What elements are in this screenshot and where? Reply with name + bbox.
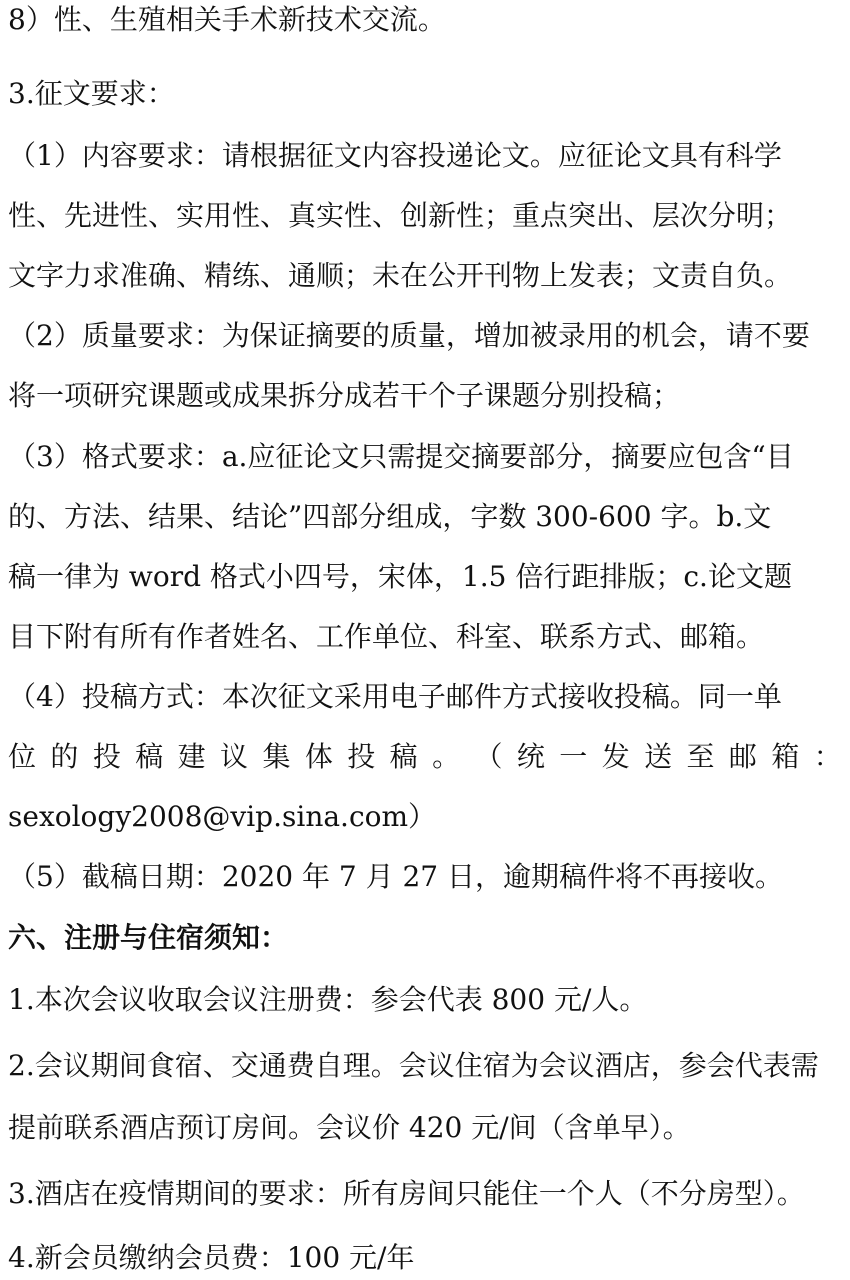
justified-char: 稿 xyxy=(389,740,418,773)
text-line-format-requirement-3: 稿一律为 word 格式小四号，宋体，1.5 倍行距排版；c.论文题 xyxy=(8,560,792,593)
justified-char: 的 xyxy=(50,740,79,773)
text-line-submission-method-2 xyxy=(8,737,842,777)
justified-char: 一 xyxy=(559,740,588,773)
justified-char: 体 xyxy=(304,740,333,773)
justified-char: 稿 xyxy=(135,740,164,773)
justified-char: 。 xyxy=(432,740,461,773)
text-line-quality-requirement-2: 将一项研究课题或成果拆分成若干个子课题分别投稿； xyxy=(8,379,681,412)
justified-char: 送 xyxy=(644,740,673,773)
justified-char: ： xyxy=(813,740,842,773)
text-line-membership-fee: 4.新会员缴纳会员费：100 元/年 xyxy=(8,1241,415,1274)
text-line-content-requirement-1: （1）内容要求：请根据征文内容投递论文。应征论文具有科学 xyxy=(8,139,782,172)
text-line-submission-method-1: （4）投稿方式：本次征文采用电子邮件方式接收投稿。同一单 xyxy=(8,680,782,713)
justified-char: 发 xyxy=(601,740,630,773)
justified-char: 集 xyxy=(262,740,291,773)
text-line-topic-8: 8）性、生殖相关手术新技术交流。 xyxy=(8,3,446,36)
justified-char: 至 xyxy=(686,740,715,773)
text-line-content-requirement-3: 文字力求准确、精练、通顺；未在公开刊物上发表；文责自负。 xyxy=(8,259,793,292)
text-line-accommodation-1: 2.会议期间食宿、交通费自理。会议住宿为会议酒店，参会代表需 xyxy=(8,1049,819,1082)
justified-char: 邮 xyxy=(728,740,757,773)
text-line-content-requirement-2: 性、先进性、实用性、真实性、创新性；重点突出、层次分明； xyxy=(8,199,793,232)
justified-char: 议 xyxy=(220,740,249,773)
text-line-format-requirement-1: （3）格式要求：a.应征论文只需提交摘要部分，摘要应包含“目 xyxy=(8,440,794,473)
text-line-submission-email: sexology2008@vip.sina.com） xyxy=(8,800,437,833)
text-line-section-3-title: 3.征文要求： xyxy=(8,77,175,110)
justified-char: 统 xyxy=(516,740,545,773)
justified-char: 投 xyxy=(92,740,121,773)
justified-char: 投 xyxy=(347,740,376,773)
justified-char: 建 xyxy=(177,740,206,773)
text-line-hotel-requirement: 3.酒店在疫情期间的要求：所有房间只能住一个人（不分房型）。 xyxy=(8,1177,805,1210)
section-heading-registration: 六、注册与住宿须知： xyxy=(8,921,289,954)
text-line-format-requirement-4: 目下附有所有作者姓名、工作单位、科室、联系方式、邮箱。 xyxy=(8,620,765,653)
text-line-registration-fee: 1.本次会议收取会议注册费：参会代表 800 元/人。 xyxy=(8,983,648,1016)
text-line-format-requirement-2: 的、方法、结果、结论”四部分组成，字数 300-600 字。b.文 xyxy=(8,500,772,533)
text-line-deadline: （5）截稿日期：2020 年 7 月 27 日，逾期稿件将不再接收。 xyxy=(8,860,784,893)
justified-char: 位 xyxy=(8,740,37,773)
justified-char: 箱 xyxy=(771,740,800,773)
text-line-accommodation-2: 提前联系酒店预订房间。会议价 420 元/间（含单早）。 xyxy=(8,1111,691,1144)
justified-char: （ xyxy=(474,740,503,773)
text-line-quality-requirement-1: （2）质量要求：为保证摘要的质量，增加被录用的机会，请不要 xyxy=(8,319,810,352)
